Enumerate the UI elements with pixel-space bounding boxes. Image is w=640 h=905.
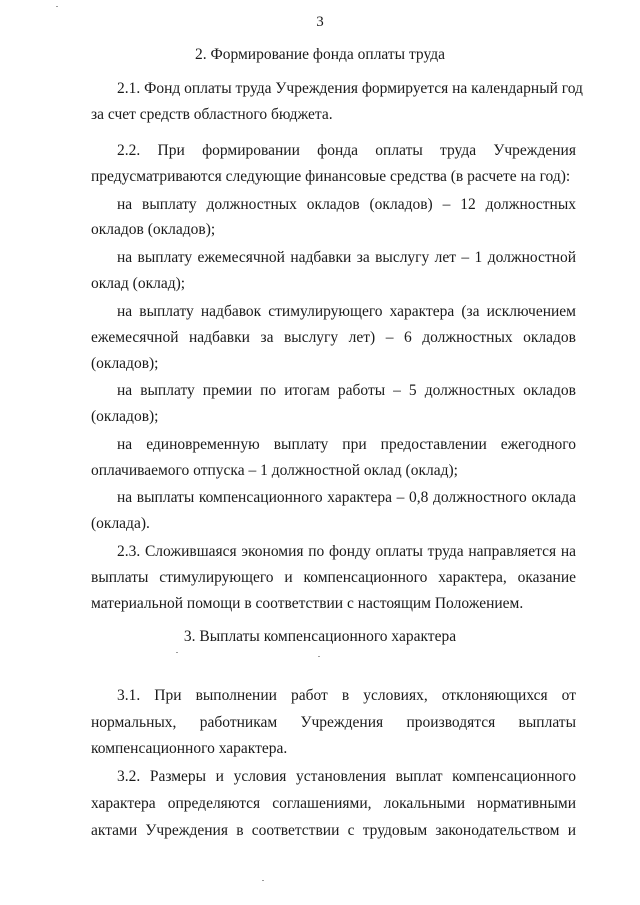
scan-speck [56,6,58,7]
text-line: окладов (окладов); [91,221,216,238]
text-line: оклад (оклад); [91,275,186,292]
text-line: компенсационного характера. [91,740,288,757]
text-line: на выплату надбавок стимулирующего характера (за исключением [117,303,576,320]
text-line: материальной помощи в соответствии с настоящим Положением. [91,595,524,612]
text-line: (окладов); [91,408,159,425]
text-line: на выплаты компенсационного характера – 0,8 должностного оклада [117,489,576,506]
text-line: на выплату премии по итогам работы – 5 должностных окладов [117,382,576,399]
scan-speck [318,656,320,657]
text-line: на выплату ежемесячной надбавки за выслугу лет – 1 должностной [117,249,576,266]
text-line: 3.2. Размеры и условия установления выплат компенсационного [117,768,576,785]
text-line: предусматриваются следующие финансовые средства (в расчете на год): [91,168,571,185]
section-2-heading: 2. Формирование фонда оплаты труда [194,46,446,63]
section-3-heading: 3. Выплаты компенсационного характера [183,628,457,645]
text-line: характера определяются соглашениями, локальными нормативными [91,795,576,812]
text-line: 2.3. Сложившаяся экономия по фонду оплаты труда направляется на [117,543,576,560]
scan-speck [262,880,264,881]
text-line: оплачиваемого отпуска – 1 должностной оклад (оклад); [91,462,458,479]
text-line: на единовременную выплату при предоставлении ежегодного [117,436,576,453]
text-line: 2.1. Фонд оплаты труда Учреждения формируется на календарный год [117,80,583,97]
text-line: (оклада). [91,515,150,532]
scan-speck [176,652,178,653]
text-line: ежемесячной надбавки за выслугу лет) – 6 должностных окладов [91,329,576,346]
text-line: 3.1. При выполнении работ в условиях, отклоняющихся от [117,687,576,704]
text-line: (окладов); [91,355,159,372]
page-number: 3 [316,14,324,30]
text-line: на выплату должностных окладов (окладов) – 12 должностных [117,196,576,213]
text-line: за счет средств областного бюджета. [91,106,333,123]
text-line: 2.2. При формировании фонда оплаты труда Учреждения [117,142,576,159]
text-line: нормальных, работникам Учреждения производятся выплаты [91,714,576,731]
text-line: выплаты стимулирующего и компенсационного характера, оказание [91,569,576,586]
text-line: актами Учреждения в соответствии с трудовым законодательством и [91,822,576,839]
